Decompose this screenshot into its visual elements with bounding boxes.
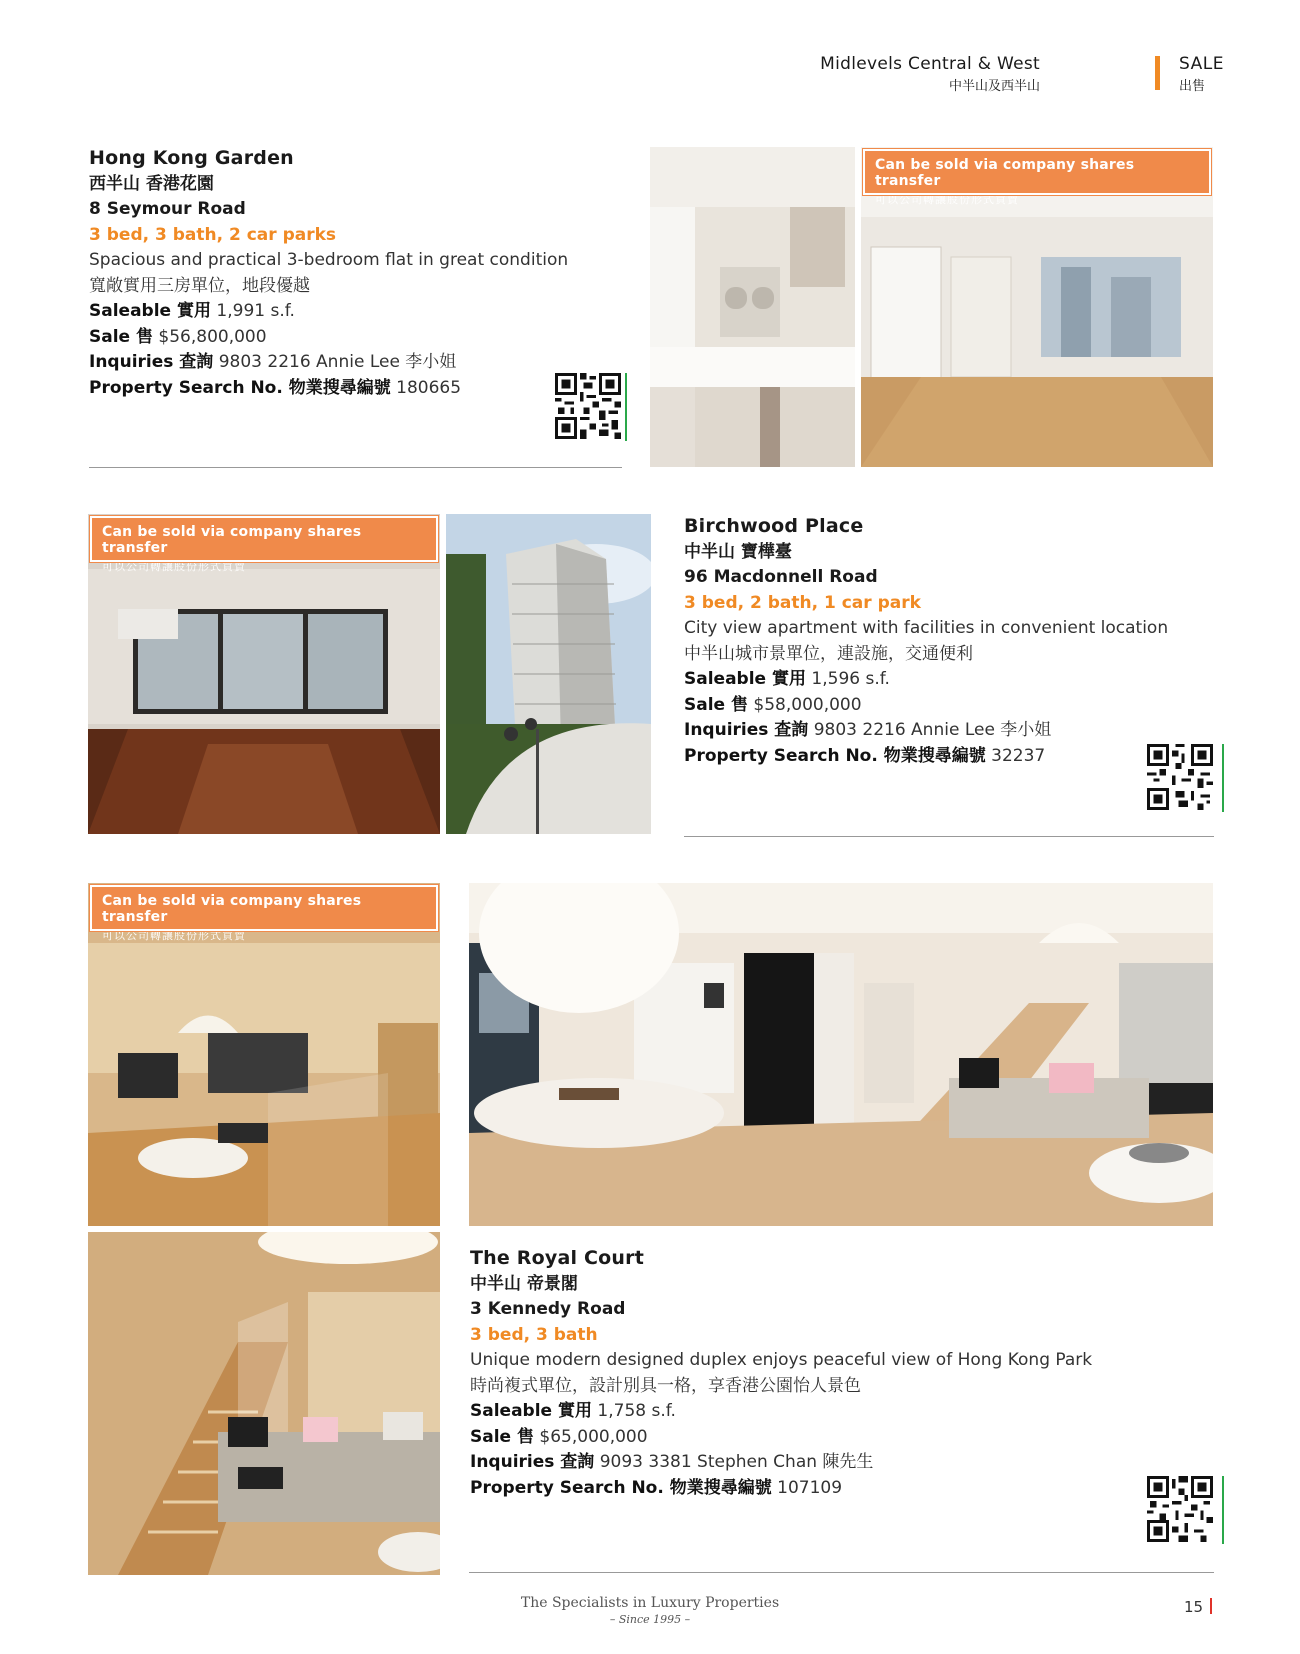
badge-text-en: Can be sold via company shares transfer	[102, 524, 362, 556]
property-search-no	[470, 1476, 1210, 1502]
inquiries	[684, 718, 1244, 744]
property-description-en: City view apartment with facilities in convenient location	[684, 618, 1169, 638]
inquiries-value: 9803 2216 Annie Lee 李小姐	[813, 720, 1052, 740]
footer-tagline	[520, 1595, 780, 1626]
search-value: 32237	[991, 745, 1046, 766]
photo-kitchen[interactable]	[650, 147, 855, 467]
property-name-zh: 中半山 帝景閣	[470, 1273, 578, 1294]
search-value: 107109	[777, 1477, 843, 1498]
saleable-value: 1,991 s.f.	[216, 301, 295, 321]
qr-accent-line	[625, 373, 627, 441]
shares-transfer-badge	[90, 885, 438, 942]
saleable-area	[89, 299, 649, 325]
saleable-area	[684, 667, 1244, 693]
property-description-en: Spacious and practical 3-bedroom flat in great condition	[89, 250, 569, 270]
saleable-label: Saleable 實用	[89, 301, 211, 321]
property-description-zh: 時尚複式單位，設計別具一格，享香港公園怡人景色	[470, 1375, 861, 1396]
search-label: Property Search No. 物業搜尋編號	[470, 1477, 772, 1498]
qr-code-icon[interactable]	[555, 373, 621, 439]
footer-since: – Since 1995 –	[609, 1613, 691, 1626]
listing-birchwood-place	[684, 514, 1244, 769]
region-name-zh: 中半山及西半山	[948, 79, 1040, 94]
saleable-label: Saleable 實用	[470, 1401, 592, 1421]
inquiries-value: 9093 3381 Stephen Chan 陳先生	[599, 1452, 874, 1472]
badge-text-zh: 可以公司轉讓股份形式買賣	[102, 560, 246, 573]
badge-text-zh: 可以公司轉讓股份形式買賣	[875, 193, 1019, 206]
photo-living-room[interactable]	[861, 147, 1213, 467]
property-name[interactable]: Birchwood Place	[684, 515, 864, 537]
property-features: 3 bed, 3 bath, 2 car parks	[89, 224, 337, 245]
inquiries-label: Inquiries 查詢	[470, 1452, 595, 1472]
inquiries-value: 9803 2216 Annie Lee 李小姐	[218, 352, 457, 372]
saleable-label: Saleable 實用	[684, 669, 806, 689]
shares-transfer-badge	[863, 149, 1211, 206]
inquiries	[89, 350, 649, 376]
inquiries-label: Inquiries 查詢	[89, 352, 214, 372]
qr-accent-line	[1222, 1476, 1224, 1544]
photo-bedroom[interactable]	[88, 514, 440, 834]
badge-text-en: Can be sold via company shares transfer	[875, 157, 1135, 189]
photo-dining-area[interactable]	[88, 883, 440, 1226]
header-divider	[1155, 56, 1160, 90]
footer-tagline-text: The Specialists in Luxury Properties	[520, 1595, 780, 1611]
sale-price	[684, 693, 1244, 719]
search-label: Property Search No. 物業搜尋編號	[89, 377, 391, 398]
photo-building-exterior[interactable]	[446, 514, 651, 834]
sale-value: $56,800,000	[158, 326, 267, 347]
property-features: 3 bed, 3 bath	[470, 1324, 598, 1345]
property-description-zh: 寬敞實用三房單位，地段優越	[89, 275, 310, 296]
sale-price	[470, 1425, 1210, 1451]
property-address: 3 Kennedy Road	[470, 1299, 626, 1319]
region-name-en: Midlevels Central & West	[820, 54, 1040, 74]
property-name[interactable]: The Royal Court	[470, 1247, 644, 1269]
sale-value: $58,000,000	[753, 694, 862, 715]
property-name-zh: 中半山 寶樺臺	[684, 541, 792, 562]
listing-hong-kong-garden	[89, 146, 649, 401]
sale-label: Sale 售	[89, 326, 153, 347]
qr-code-icon[interactable]	[1147, 744, 1213, 810]
photo-open-plan-living[interactable]	[469, 883, 1213, 1226]
property-features: 3 bed, 2 bath, 1 car park	[684, 592, 921, 613]
property-address: 8 Seymour Road	[89, 199, 246, 219]
sale-price	[89, 325, 649, 351]
inquiries	[470, 1450, 1210, 1476]
property-description-zh: 中半山城市景單位，連設施，交通便利	[684, 643, 973, 664]
property-address: 96 Macdonnell Road	[684, 567, 878, 587]
section-divider	[89, 467, 622, 468]
sale-label: Sale 售	[684, 694, 748, 715]
search-value: 180665	[396, 377, 462, 398]
search-label: Property Search No. 物業搜尋編號	[684, 745, 986, 766]
property-name[interactable]: Hong Kong Garden	[89, 147, 294, 169]
qr-code-icon[interactable]	[1147, 1476, 1213, 1542]
listing-type-header	[1179, 54, 1224, 94]
section-divider	[684, 836, 1214, 837]
qr-accent-line	[1222, 744, 1224, 812]
sale-value: $65,000,000	[539, 1426, 648, 1447]
saleable-value: 1,596 s.f.	[811, 669, 890, 689]
badge-text-en: Can be sold via company shares transfer	[102, 893, 362, 925]
page-number: 15	[1184, 1598, 1204, 1616]
listing-type-zh: 出售	[1179, 79, 1206, 94]
property-description-en: Unique modern designed duplex enjoys peaceful view of Hong Kong Park	[470, 1350, 1093, 1370]
inquiries-label: Inquiries 查詢	[684, 720, 809, 740]
section-divider	[469, 1572, 1214, 1573]
photo-staircase-lounge[interactable]	[88, 1232, 440, 1575]
saleable-value: 1,758 s.f.	[597, 1401, 676, 1421]
page-number-accent	[1210, 1598, 1212, 1614]
property-name-zh: 西半山 香港花園	[89, 173, 214, 194]
saleable-area	[470, 1399, 1210, 1425]
listing-type-en: SALE	[1179, 54, 1224, 74]
sale-label: Sale 售	[470, 1426, 534, 1447]
shares-transfer-badge	[90, 516, 438, 573]
listing-the-royal-court	[470, 1246, 1210, 1501]
region-header	[820, 54, 1040, 94]
badge-text-zh: 可以公司轉讓股份形式買賣	[102, 929, 246, 942]
